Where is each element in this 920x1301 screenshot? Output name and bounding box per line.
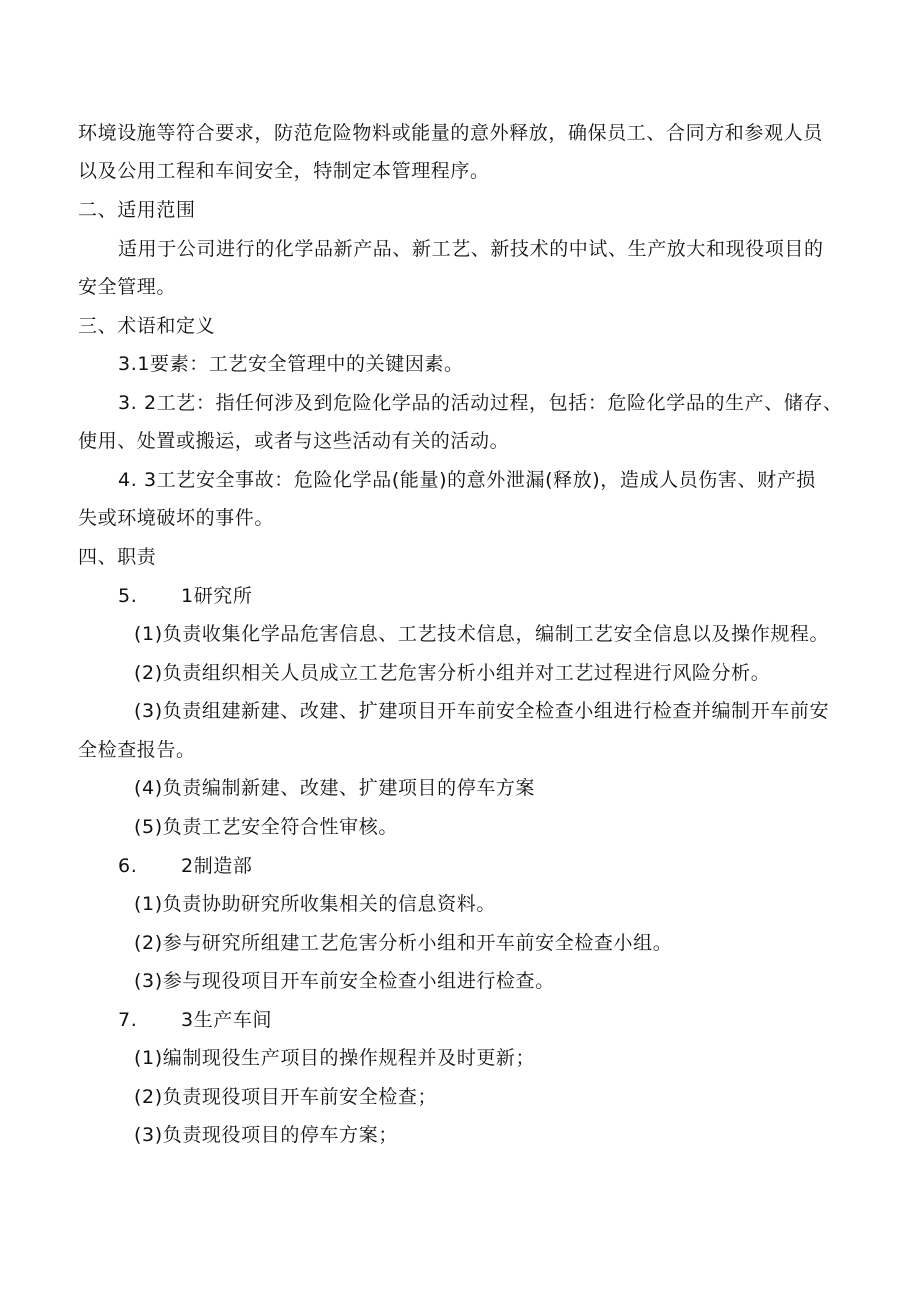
duty-sub3-item: (2)负责现役项目开车前安全检查； [134, 1086, 438, 1108]
duty-sub2-item: (3)参与现役项目开车前安全检查小组进行检查。 [134, 970, 555, 992]
term-item-3-line-2: 失或环境破坏的事件。 [78, 507, 275, 529]
duty-sub1-item: 全检查报告。 [78, 739, 196, 761]
duty-sub2-item: (2)参与研究所组建工艺危害分析小组和开车前安全检查小组。 [134, 932, 673, 954]
term-item-2-line-1: 3. 2工艺：指任何涉及到危险化学品的活动过程，包括：危险化学品的生产、储存、 [118, 392, 843, 414]
duty-sub1-item: (4)负责编制新建、改建、扩建项目的停车方案 [134, 777, 536, 799]
scope-body-line-2: 安全管理。 [78, 276, 177, 298]
duty-sub1-item: (2)负责组织相关人员成立工艺危害分析小组并对工艺过程进行风险分析。 [134, 662, 771, 684]
duty-sub1-title: 1研究所 [181, 585, 253, 607]
duty-sub2-number: 6. [118, 855, 138, 877]
term-item-3-line-1: 4. 3工艺安全事故：危险化学品(能量)的意外泄漏(释放)，造成人员伤害、财产损 [118, 469, 816, 491]
duty-sub2-item: (1)负责协助研究所收集相关的信息资料。 [134, 893, 496, 915]
duty-sub1-item: (3)负责组建新建、改建、扩建项目开车前安全检查小组进行检查并编制开车前安 [134, 700, 830, 722]
duty-sub1-number: 5. [118, 585, 138, 607]
intro-line-1: 环境设施等符合要求，防范危险物料或能量的意外释放，确保员工、合同方和参观人员 [78, 122, 823, 144]
duty-sub1-item: (5)负责工艺安全符合性审核。 [134, 816, 398, 838]
section-heading-terms: 三、术语和定义 [78, 315, 216, 337]
duty-sub1-item: (1)负责收集化学品危害信息、工艺技术信息，编制工艺安全信息以及操作规程。 [134, 623, 830, 645]
section-heading-duties: 四、职责 [78, 546, 157, 568]
duty-sub3-item: (3)负责现役项目的停车方案； [134, 1124, 398, 1146]
scope-body-line-1: 适用于公司进行的化学品新产品、新工艺、新技术的中试、生产放大和现役项目的 [118, 238, 824, 260]
duty-sub3-number: 7. [118, 1009, 138, 1031]
section-heading-scope: 二、适用范围 [78, 199, 196, 221]
term-item-2-line-2: 使用、处置或搬运，或者与这些活动有关的活动。 [78, 430, 510, 452]
term-item-1: 3.1要素：工艺安全管理中的关键因素。 [118, 353, 464, 375]
duty-sub3-item: (1)编制现役生产项目的操作规程并及时更新； [134, 1047, 536, 1069]
duty-sub2-title: 2制造部 [181, 855, 253, 877]
intro-line-2: 以及公用工程和车间安全，特制定本管理程序。 [78, 160, 490, 182]
duty-sub3-title: 3生产车间 [181, 1009, 273, 1031]
